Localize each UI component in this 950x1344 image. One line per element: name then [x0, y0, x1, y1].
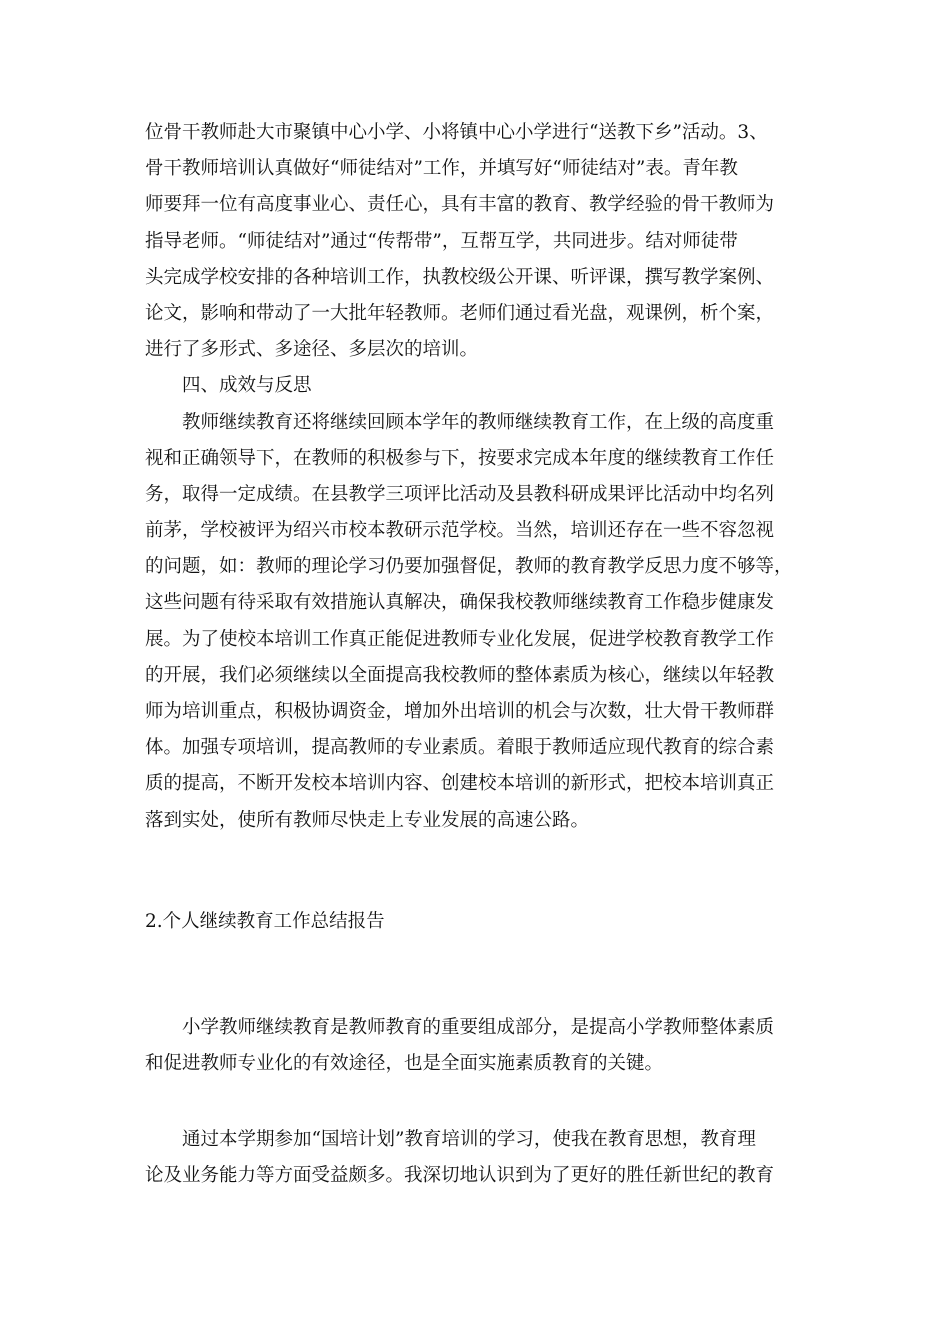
body-text-block-3 [145, 1122, 810, 1194]
body-text-block-2 [145, 1010, 810, 1082]
text-line: 头完成学校安排的各种培训工作，执教校级公开课、听评课，撰写教学案例、 [145, 266, 775, 288]
text-line: 体。加强专项培训，提高教师的专业素质。着眼于教师适应现代教育的综合素 [145, 737, 775, 759]
text-line: 的问题，如：教师的理论学习仍要加强督促，教师的教育教学反思力度不够等， [145, 556, 793, 578]
text-line: 指导老师。“师徒结对”通过“传帮带”，互帮互学，共同进步。结对师徒带 [145, 230, 738, 252]
text-line: 论及业务能力等方面受益颇多。我深切地认识到为了更好的胜任新世纪的教育 [145, 1165, 775, 1187]
text-line: 展。为了使校本培训工作真正能促进教师专业化发展，促进学校教育教学工作 [145, 628, 775, 650]
text-line: 师要拜一位有高度事业心、责任心，具有丰富的教育、教学经验的骨干教师为 [145, 194, 775, 216]
text-line: 通过本学期参加“国培计划”教育培训的学习，使我在教育思想，教育理 [182, 1129, 756, 1150]
text-line: 的开展，我们必须继续以全面提高我校教师的整体素质为核心，继续以年轻教 [145, 664, 775, 686]
text-line: 师为培训重点，积极协调资金，增加外出培训的机会与次数，壮大骨干教师群 [145, 701, 775, 722]
text-line: 这些问题有待采取有效措施认真解决，确保我校教师继续教育工作稳步健康发 [145, 592, 775, 614]
text-line: 教师继续教育还将继续回顾本学年的教师继续教育工作，在上级的高度重 [182, 411, 775, 433]
section-title: 2.个人继续教育工作总结报告 [145, 911, 385, 932]
text-line: 务，取得一定成绩。在县教学三项评比活动及县教科研成果评比活动中均名列 [145, 483, 775, 505]
body-text-block-1 [145, 115, 810, 839]
text-line: 进行了多形式、多途径、多层次的培训。 [145, 339, 479, 361]
text-line: 前茅，学校被评为绍兴市校本教研示范学校。当然，培训还存在一些不容忽视 [145, 520, 775, 542]
text-line: 质的提高，不断开发校本培训内容、创建校本培训的新形式，把校本培训真正 [145, 773, 775, 795]
text-line: 落到实处，使所有教师尽快走上专业发展的高速公路。 [145, 809, 590, 831]
text-line: 和促进教师专业化的有效途径，也是全面实施素质教育的关键。 [145, 1053, 664, 1075]
text-line: 小学教师继续教育是教师教育的重要组成部分，是提高小学教师整体素质 [182, 1017, 775, 1038]
text-line: 位骨干教师赴大市聚镇中心小学、小将镇中心小学进行“送教下乡”活动。3、 [145, 122, 768, 143]
text-line: 骨干教师培训认真做好“师徒结对”工作，并填写好“师徒结对”表。青年教 [145, 158, 738, 180]
text-line: 论文，影响和带动了一大批年轻教师。老师们通过看光盘，观课例，析个案， [145, 302, 775, 324]
subsection-heading: 四、成效与反思 [182, 375, 312, 397]
text-line: 视和正确领导下，在教师的积极参与下，按要求完成本年度的继续教育工作任 [145, 447, 775, 469]
